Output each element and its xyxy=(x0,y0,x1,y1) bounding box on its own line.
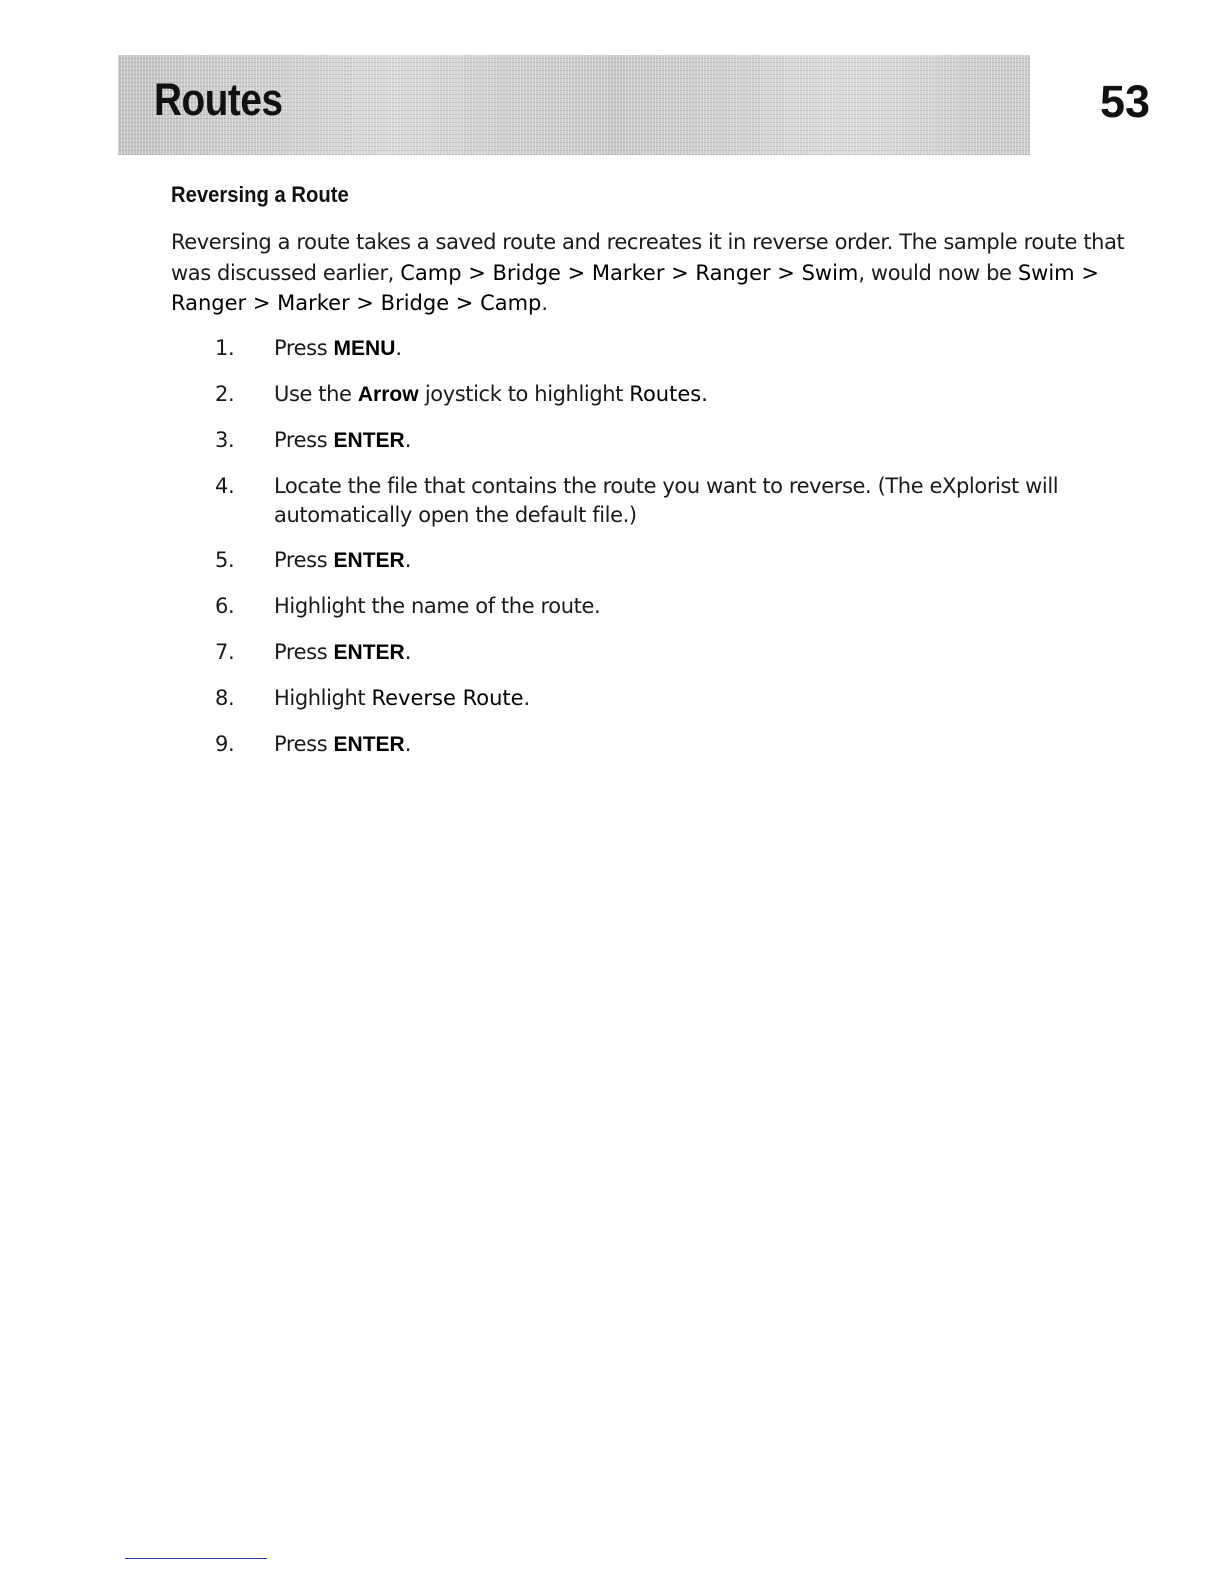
step-number: 4. xyxy=(215,474,235,498)
key-enter: ENTER xyxy=(333,429,405,452)
step-number: 6. xyxy=(215,594,235,618)
step-number: 3. xyxy=(215,428,235,452)
step-text-part: . xyxy=(404,640,412,664)
step-number: 9. xyxy=(215,732,235,756)
step-text-part: Use the xyxy=(274,382,358,406)
step-text-part: Press xyxy=(274,336,334,360)
page-number: 53 xyxy=(1099,76,1150,127)
step-text-part: . xyxy=(395,336,402,360)
step-number: 7. xyxy=(215,640,235,664)
original-route: Camp > Bridge > Marker > Ranger > Swim xyxy=(400,260,859,285)
key-menu: MENU xyxy=(333,337,396,360)
intro-end: . xyxy=(541,291,548,315)
step-text-part: Press xyxy=(274,732,334,756)
intro-paragraph xyxy=(171,227,1161,319)
step-text xyxy=(274,334,1104,363)
step-text xyxy=(274,684,1104,713)
step-text: Locate the file that contains the route you want to reverse. (The eXplorist will automatically open the default file.) xyxy=(274,474,1059,527)
section-title: Routes xyxy=(154,74,283,125)
menu-term-reverse-route: Reverse Route xyxy=(371,686,524,710)
step-item xyxy=(171,334,1161,363)
step-text xyxy=(274,730,1104,759)
key-enter: ENTER xyxy=(333,549,405,572)
step-text xyxy=(274,426,1104,455)
intro-lead: Reversing a route takes a saved route and recreates it in reverse order. The sample route that was discussed earlier, xyxy=(171,230,1125,285)
step-text-part: . xyxy=(404,732,412,756)
step-item xyxy=(171,638,1161,667)
step-text-part: . xyxy=(404,428,412,452)
step-text-part: Press xyxy=(274,428,334,452)
step-text xyxy=(274,380,1104,409)
step-item xyxy=(171,426,1161,455)
step-text-part: Press xyxy=(274,640,334,664)
step-item xyxy=(171,592,1161,621)
step-number: 8. xyxy=(215,686,235,710)
step-text xyxy=(274,638,1104,667)
footer-rule xyxy=(125,1558,267,1559)
key-arrow: Arrow xyxy=(357,383,419,406)
step-number: 1. xyxy=(215,336,235,360)
step-item xyxy=(171,380,1161,409)
step-item xyxy=(171,684,1161,713)
step-text-part: Press xyxy=(274,548,334,572)
step-item xyxy=(171,546,1161,575)
step-item xyxy=(171,472,1161,530)
step-text-part: . xyxy=(523,686,530,710)
key-enter: ENTER xyxy=(333,641,405,664)
subheading: Reversing a Route xyxy=(171,182,349,207)
step-text-part: . xyxy=(404,548,412,572)
step-text: Highlight the name of the route. xyxy=(274,594,601,618)
menu-term-routes: Routes. xyxy=(629,382,708,406)
steps-list xyxy=(171,334,1161,776)
intro-middle: , would now be xyxy=(858,260,1018,285)
step-item xyxy=(171,730,1161,759)
step-text xyxy=(274,546,1104,575)
step-text-part: joystick to highlight xyxy=(418,382,630,406)
reversed-route: Swim > Ranger > Marker > Bridge > Camp xyxy=(171,260,1099,315)
step-number: 2. xyxy=(215,382,235,406)
step-text-part: Highlight xyxy=(274,686,372,710)
key-enter: ENTER xyxy=(333,733,405,756)
step-number: 5. xyxy=(215,548,235,572)
